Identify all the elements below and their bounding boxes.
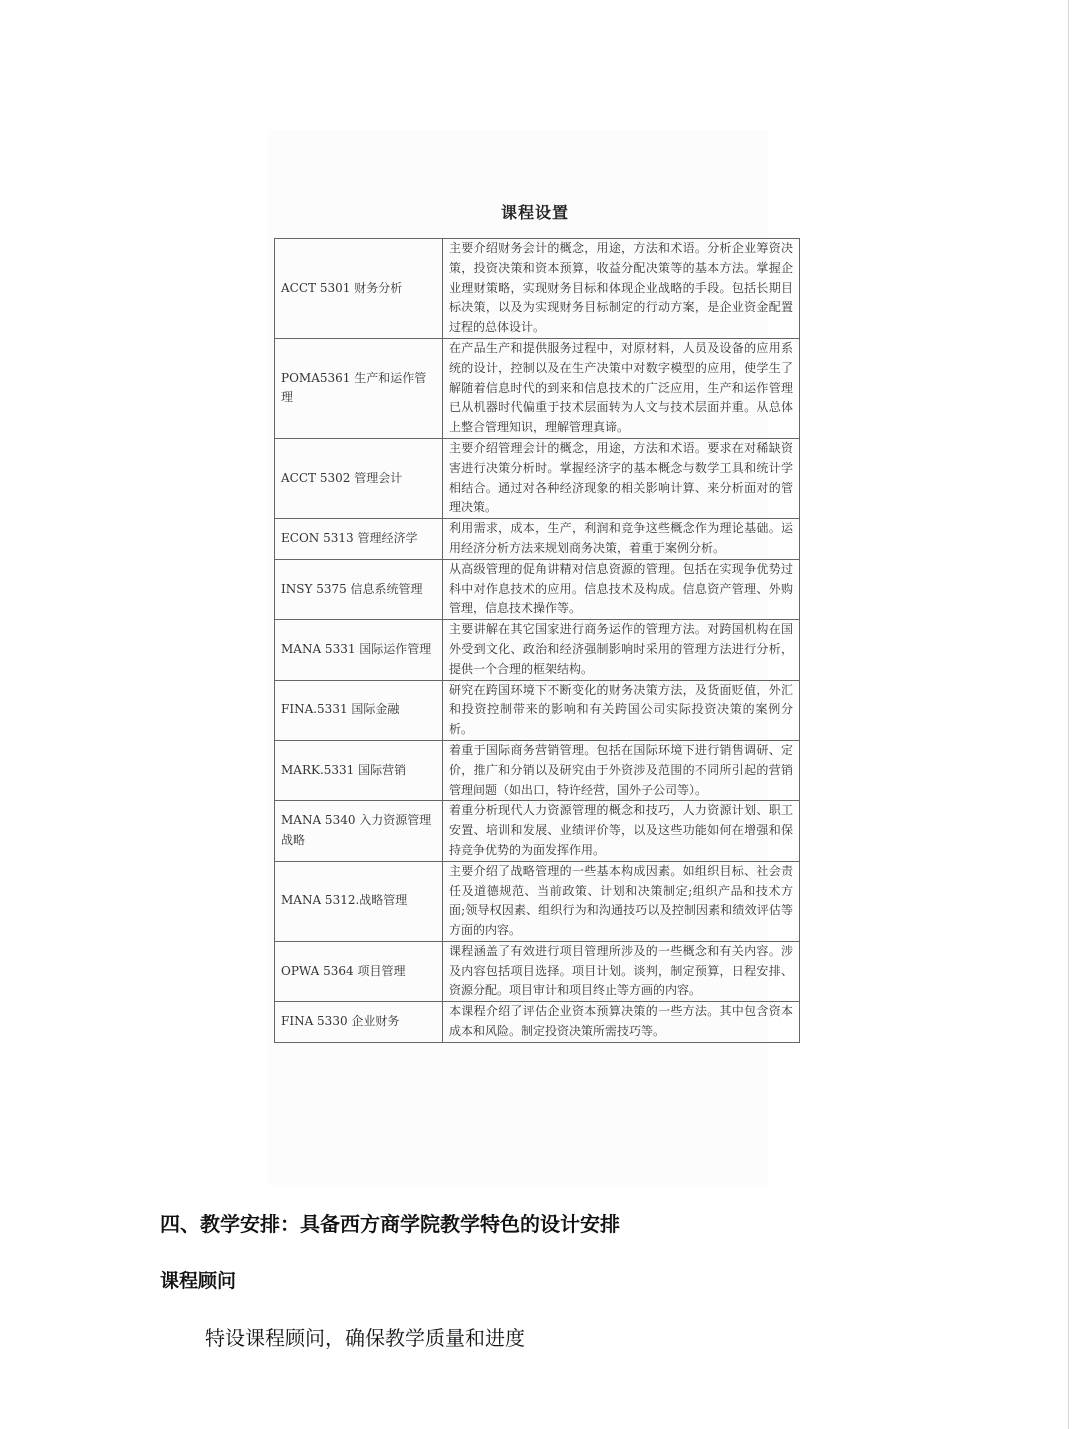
course-description-cell: 主要介绍财务会计的概念，用途，方法和术语。分析企业筹资决策，投资决策和资本预算，收益分配决策等的基本方法。掌握企业理财策略，实现财务目标和体现企业战略的手段。包括长期目标决策，以及为实现财务目标制定的行动方案，是企业资金配置过程的总体设计。 (443, 239, 800, 339)
section-heading: 四、教学安排：具备西方商学院教学特色的设计安排 (160, 1212, 620, 1236)
table-row (275, 519, 800, 560)
table-row (275, 861, 800, 941)
page-edge-rule (1068, 0, 1069, 1429)
table-row (275, 680, 800, 740)
table-row (275, 941, 800, 1001)
course-table-body (275, 239, 800, 1043)
course-name-cell: FINA.5331 国际金融 (275, 680, 443, 740)
course-description-cell: 课程涵盖了有效进行项目管理所涉及的一些概念和有关内容。涉及内容包括项目选择。项目计划。谈判，制定预算，日程安排、资源分配。项目审计和项目终止等方画的内容。 (443, 941, 800, 1001)
course-description-cell: 主要讲解在其它国家进行商务运作的管理方法。对跨国机构在国外受到文化、政治和经济强制影响时采用的管理方法进行分析，提供一个合理的框架结构。 (443, 620, 800, 680)
table-row (275, 338, 800, 438)
course-description-cell: 利用需求，成本，生产，利润和竞争这些概念作为理论基础。运用经济分析方法来规划商务决策，着重于案例分析。 (443, 519, 800, 560)
table-row (275, 559, 800, 619)
table-title: 课程设置 (500, 203, 569, 222)
course-description-cell: 主要介绍管理会计的概念，用途，方法和术语。要求在对稀缺资害进行决策分析时。掌握经济字的基本概念与数学工具和统计学相结合。通过对各种经济现象的相关影响计算、来分析面对的管理决策。 (443, 438, 800, 518)
table-row (275, 740, 800, 800)
table-row (275, 620, 800, 680)
course-description-cell: 着重分析现代人力资源管理的概念和技巧，人力资源计划、职工安置、培训和发展、业绩评价等，以及这些功能如何在增强和保持竞争优势的为面发挥作用。 (443, 801, 800, 861)
course-description-cell: 在产品生产和提供服务过程中，对原材料，人员及设备的应用系统的设计，控制以及在生产决策中对数字模型的应用，使学生了解随着信息时代的到来和信息技术的广泛应用，生产和运作管理已从机器时代偏重于技术层面转为人文与技术层面并重。从总体上整合管理知识，理解管理真谛。 (443, 338, 800, 438)
table-row (275, 239, 800, 339)
sub-heading: 课程顾问 (160, 1270, 237, 1292)
course-name-cell: MARK.5331 国际营销 (275, 740, 443, 800)
table-row (275, 438, 800, 518)
body-paragraph: 特设课程顾问，确保教学质量和进度 (205, 1326, 525, 1350)
course-name-cell: MANA 5312.战略管理 (275, 861, 443, 941)
course-description-cell: 主要介绍了战略管理的一些基本构成因素。如组织目标、社会责任及道德规范、当前政策、计划和决策制定;组织产品和技术方面;领导权因素、组织行为和沟通技巧以及控制因素和绩效评估等方面的内容。 (443, 861, 800, 941)
course-description-cell: 从高级管理的促角讲精对信息资源的管理。包括在实现争优势过科中对作息技术的应用。信息技术及构成。信息资产管理、外购管理，信息技术操作等。 (443, 559, 800, 619)
course-description-cell: 本课程介绍了评估企业资本预算决策的一些方法。其中包含资本成本和风险。制定投资决策所需技巧等。 (443, 1002, 800, 1043)
course-name-cell: ACCT 5301 财务分析 (275, 239, 443, 339)
course-name-cell: INSY 5375 信息系统管理 (275, 559, 443, 619)
course-name-cell: OPWA 5364 项目管理 (275, 941, 443, 1001)
course-description-cell: 着重于国际商务营销管理。包括在国际环境下进行销售调研、定价，推广和分销以及研究由于外资涉及范围的不同所引起的营销管理间题（如出口，特许经营，国外子公司等）。 (443, 740, 800, 800)
course-name-cell: FINA 5330 企业财务 (275, 1002, 443, 1043)
table-row (275, 801, 800, 861)
course-description-cell: 研究在跨国环境下不断变化的财务决策方法，及货面贬值，外汇和投资控制带来的影响和有关跨国公司实际投资决策的案例分析。 (443, 680, 800, 740)
course-name-cell: MANA 5340 入力资源管理战略 (275, 801, 443, 861)
course-name-cell: POMA5361 生产和运作管理 (275, 338, 443, 438)
course-name-cell: ACCT 5302 管理会计 (275, 438, 443, 518)
table-row (275, 1002, 800, 1043)
course-name-cell: MANA 5331 国际运作管理 (275, 620, 443, 680)
course-table (274, 238, 800, 1043)
course-name-cell: ECON 5313 管理经济学 (275, 519, 443, 560)
